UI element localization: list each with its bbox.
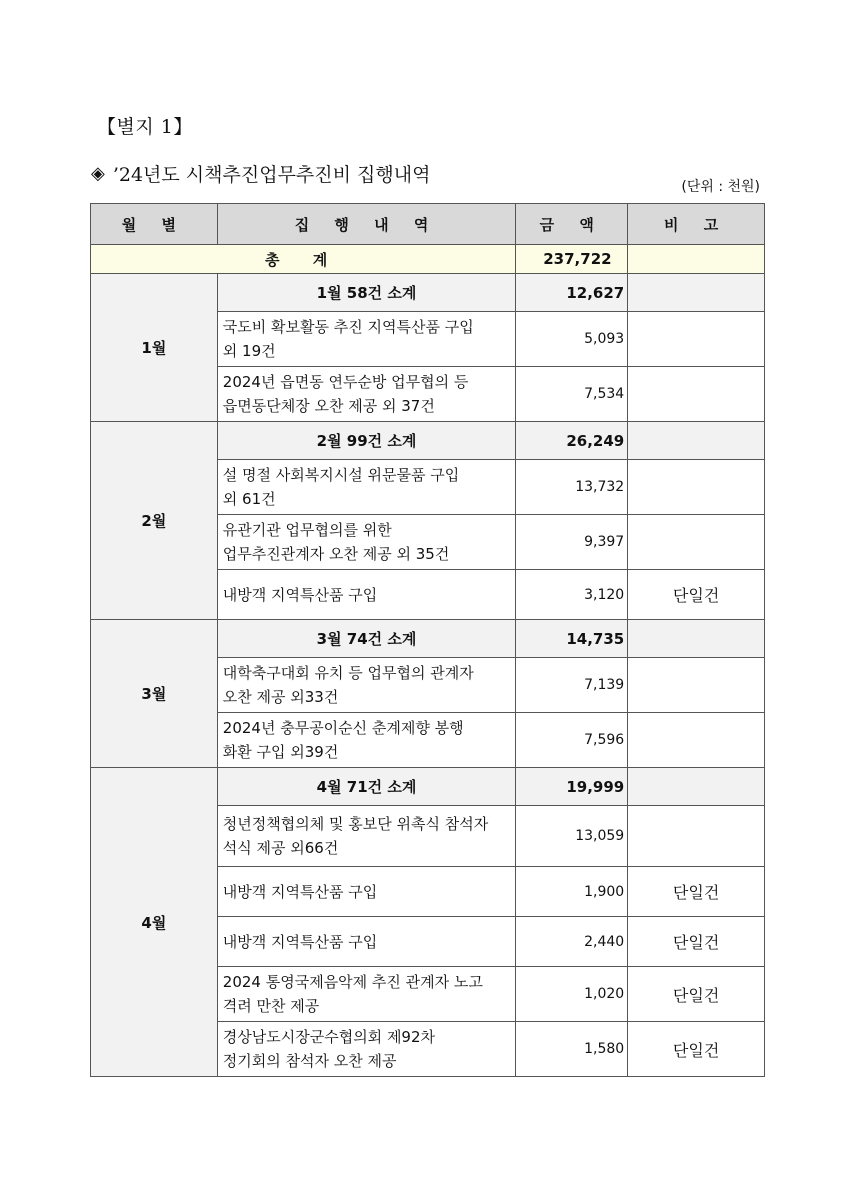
item-note — [628, 658, 765, 713]
item-note — [628, 312, 765, 367]
item-description: 2024년 충무공이순신 춘계제향 봉행 화환 구입 외39건 — [217, 713, 515, 768]
item-amount: 1,900 — [516, 867, 628, 917]
item-note: 단일건 — [628, 1022, 765, 1077]
total-note — [628, 245, 765, 274]
item-amount: 7,534 — [516, 367, 628, 422]
header-description: 집 행 내 역 — [217, 204, 515, 245]
item-amount: 1,580 — [516, 1022, 628, 1077]
month-cell: 2월 — [91, 422, 218, 620]
item-note — [628, 367, 765, 422]
item-note: 단일건 — [628, 570, 765, 620]
total-amount: 237,722 — [516, 245, 628, 274]
item-amount: 2,440 — [516, 917, 628, 967]
subtotal-amount: 12,627 — [516, 274, 628, 312]
subtotal-amount: 19,999 — [516, 768, 628, 806]
title-text: ’24년도 시책추진업무추진비 집행내역 — [112, 164, 431, 186]
item-note: 단일건 — [628, 967, 765, 1022]
month-cell: 1월 — [91, 274, 218, 422]
subtotal-row — [91, 768, 765, 806]
document-title — [91, 160, 430, 187]
item-description: 2024년 읍면동 연두순방 업무협의 등 읍면동단체장 오찬 제공 외 37건 — [217, 367, 515, 422]
item-note — [628, 713, 765, 768]
item-amount: 7,139 — [516, 658, 628, 713]
subtotal-note — [628, 422, 765, 460]
month-cell: 3월 — [91, 620, 218, 768]
unit-label: (단위 : 천원) — [681, 179, 760, 195]
item-description: 2024 통영국제음악제 추진 관계자 노고 격려 만찬 제공 — [217, 967, 515, 1022]
subtotal-amount: 14,735 — [516, 620, 628, 658]
subtotal-amount: 26,249 — [516, 422, 628, 460]
item-note — [628, 460, 765, 515]
header-row — [91, 204, 765, 245]
subtotal-label: 2월 99건 소계 — [217, 422, 515, 460]
attachment-label: 【별지 1】 — [97, 116, 193, 138]
header-note: 비 고 — [628, 204, 765, 245]
item-description: 대학축구대회 유치 등 업무협의 관계자 오찬 제공 외33건 — [217, 658, 515, 713]
subtotal-label: 4월 71건 소계 — [217, 768, 515, 806]
header-month: 월 별 — [91, 204, 218, 245]
item-amount: 13,732 — [516, 460, 628, 515]
item-amount: 7,596 — [516, 713, 628, 768]
total-row — [91, 245, 765, 274]
header-amount: 금 액 — [516, 204, 628, 245]
item-note: 단일건 — [628, 867, 765, 917]
item-note — [628, 806, 765, 867]
item-amount: 13,059 — [516, 806, 628, 867]
subtotal-label: 1월 58건 소계 — [217, 274, 515, 312]
item-description: 설 명절 사회복지시설 위문물품 구입 외 61건 — [217, 460, 515, 515]
diamond-icon: ◈ — [91, 163, 105, 184]
item-amount: 9,397 — [516, 515, 628, 570]
subtotal-note — [628, 274, 765, 312]
item-description: 국도비 확보활동 추진 지역특산품 구입 외 19건 — [217, 312, 515, 367]
item-description: 유관기관 업무협의를 위한 업무추진관계자 오찬 제공 외 35건 — [217, 515, 515, 570]
item-note — [628, 515, 765, 570]
item-description: 청년정책협의체 및 홍보단 위촉식 참석자 석식 제공 외66건 — [217, 806, 515, 867]
item-description: 내방객 지역특산품 구입 — [217, 570, 515, 620]
item-description: 경상남도시장군수협의회 제92차 정기회의 참석자 오찬 제공 — [217, 1022, 515, 1077]
subtotal-row — [91, 422, 765, 460]
subtotal-row — [91, 620, 765, 658]
item-description: 내방객 지역특산품 구입 — [217, 917, 515, 967]
subtotal-note — [628, 620, 765, 658]
item-description: 내방객 지역특산품 구입 — [217, 867, 515, 917]
month-cell: 4월 — [91, 768, 218, 1077]
item-amount: 3,120 — [516, 570, 628, 620]
subtotal-row — [91, 274, 765, 312]
expense-table — [90, 203, 765, 1077]
item-amount: 1,020 — [516, 967, 628, 1022]
total-label: 총 계 — [91, 245, 516, 274]
subtotal-note — [628, 768, 765, 806]
item-amount: 5,093 — [516, 312, 628, 367]
subtotal-label: 3월 74건 소계 — [217, 620, 515, 658]
item-note: 단일건 — [628, 917, 765, 967]
